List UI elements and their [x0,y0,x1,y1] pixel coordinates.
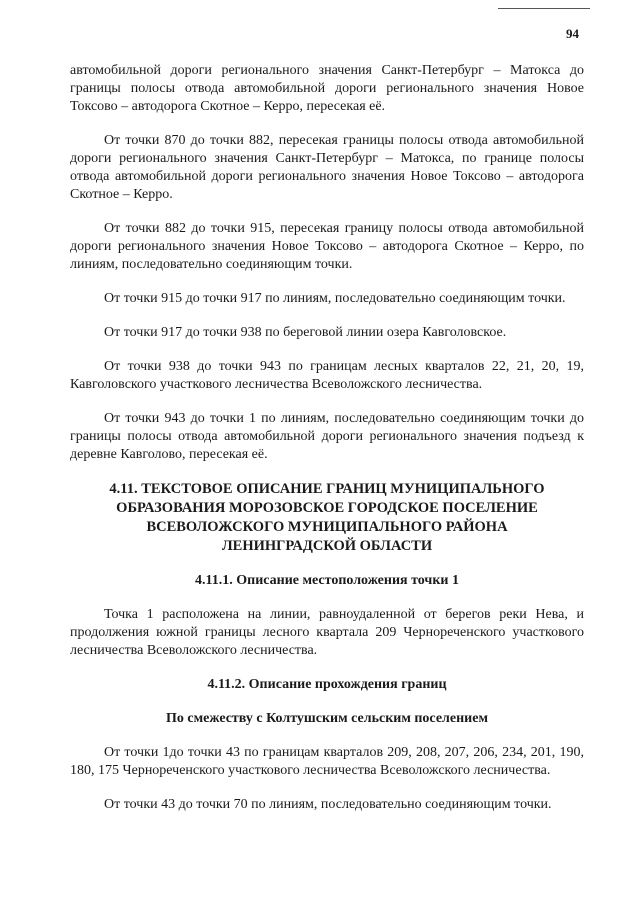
subheading-boundary-description: 4.11.2. Описание прохождения границ [207,677,447,692]
page-number: 94 [566,26,579,41]
subheading-point-location: 4.11.1. Описание местоположения точки 1 [195,573,459,588]
paragraph: автомобильной дороги регионального значения Санкт-Петербург – Матокса до границы полосы отвода автомобильной дороги регионального значения Новое Токсово – автодорога Скотное – Керро, пересекая её. [70,63,584,114]
paragraph: От точки 943 до точки 1 по линиям, последовательно соединяющим точки до границы полосы отвода автомобильной дороги регионального значения подъезд к деревне Кавголово, пересекая её. [70,411,584,462]
subheading-neighbor: По смежеству с Колтушским сельским поселением [166,711,488,726]
paragraph: От точки 917 до точки 938 по береговой линии озера Кавголовское. [104,325,507,340]
paragraph: От точки 870 до точки 882, пересекая границы полосы отвода автомобильной дороги регионального значения Санкт-Петербург – Матокса, по границе полосы отвода автомобильной дороги регионального значения Новое Токсово – автодорога Скотное – Керро. [70,133,584,202]
paragraph: Точка 1 расположена на линии, равноудаленной от берегов реки Нева, и продолжения южной границы лесного квартала 209 Чернореченского участкового лесничества Всеволожского лесничества. [70,607,584,658]
paragraph: От точки 43 до точки 70 по линиям, последовательно соединяющим точки. [104,797,552,812]
paragraph: От точки 915 до точки 917 по линиям, последовательно соединяющим точки. [104,291,566,306]
document-body [70,62,584,814]
paragraph: От точки 938 до точки 943 по границам лесных кварталов 22, 21, 20, 19, Кавголовского участкового лесничества Всеволожского лесничества. [70,359,584,392]
header-rule [498,8,590,9]
section-heading: 4.11. ТЕКСТОВОЕ ОПИСАНИЕ ГРАНИЦ МУНИЦИПАЛЬНОГО ОБРАЗОВАНИЯ МОРОЗОВСКОЕ ГОРОДСКОЕ ПОСЕЛЕНИЕ ВСЕВОЛОЖСКОГО МУНИЦИПАЛЬНОГО РАЙОНА ЛЕНИНГРАДСКОЙ ОБЛАСТИ [109,481,545,554]
paragraph: От точки 882 до точки 915, пересекая границу полосы отвода автомобильной дороги регионального значения Новое Токсово – автодорога Скотное – Керро, по линиям, последовательно соединяющим точки. [70,221,584,272]
paragraph: От точки 1до точки 43 по границам кварталов 209, 208, 207, 206, 234, 201, 190, 180, 175 Чернореченского участкового лесничества Всеволожского лесничества. [70,745,584,778]
